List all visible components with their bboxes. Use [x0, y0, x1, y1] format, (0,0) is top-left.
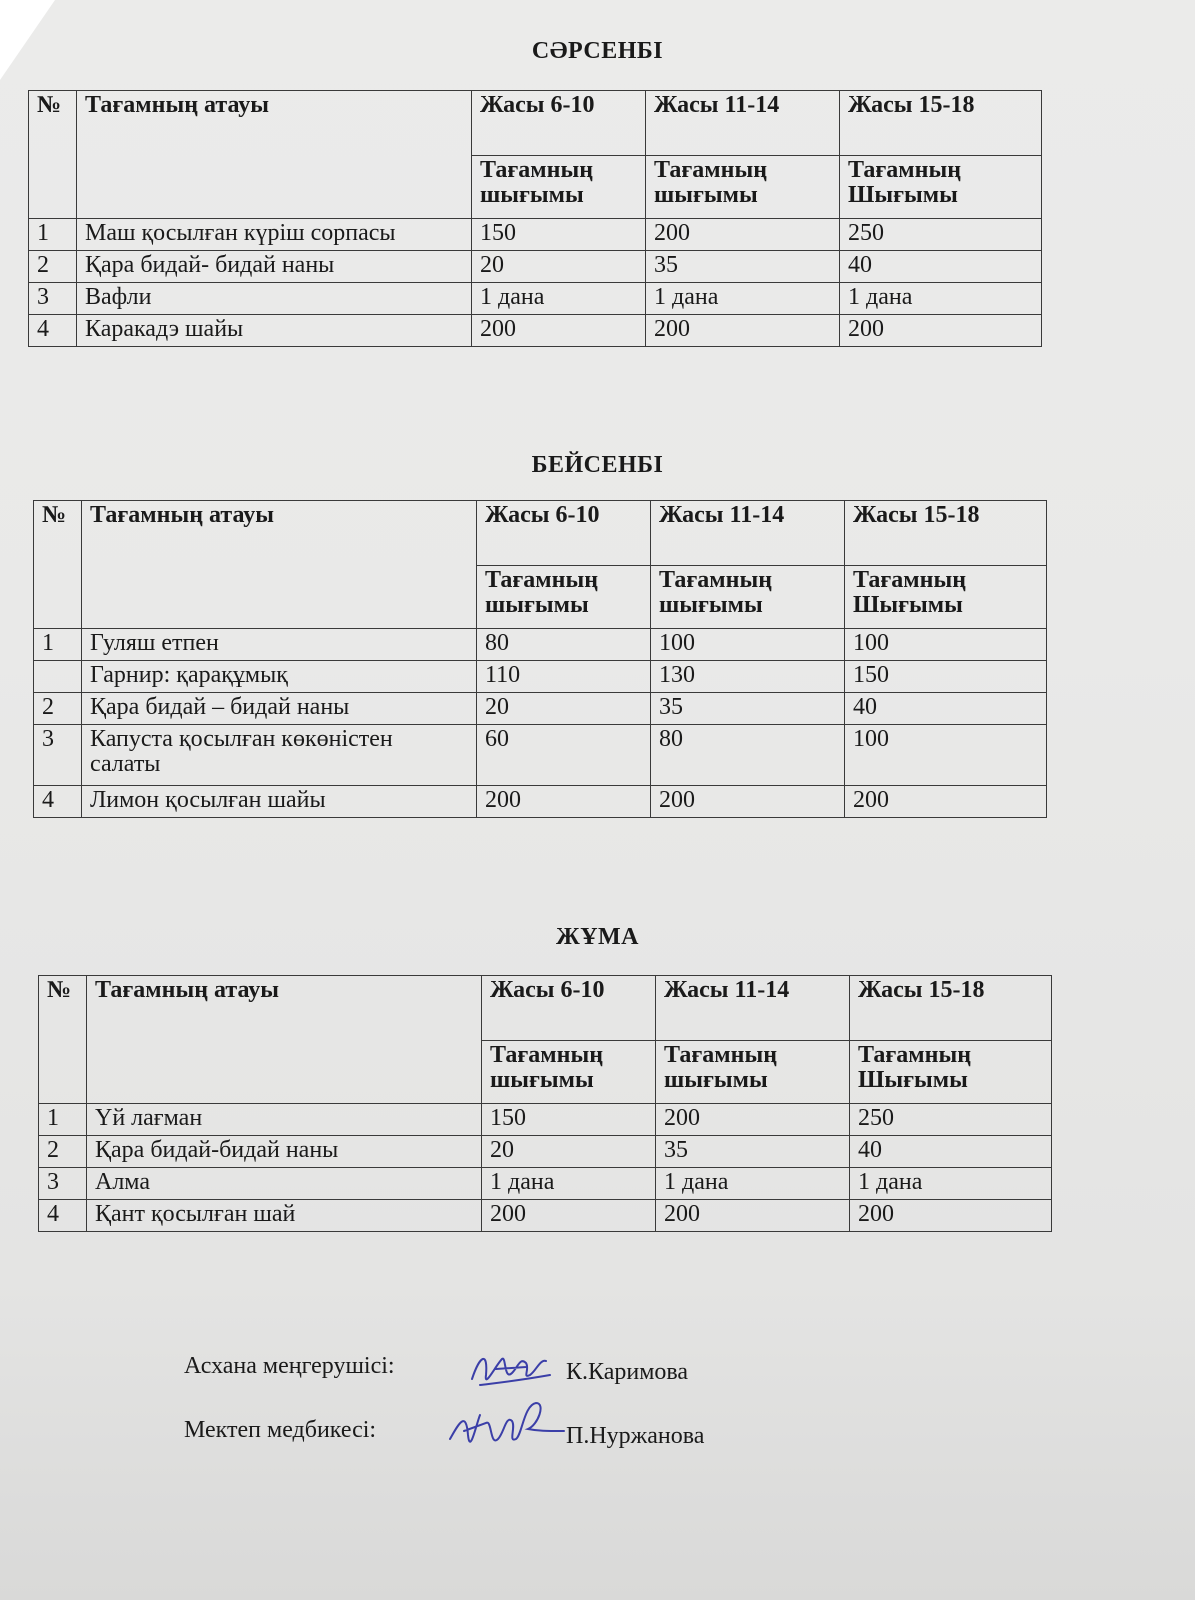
table-row [34, 786, 1047, 818]
row-num: 2 [34, 693, 82, 725]
row-num: 4 [39, 1200, 87, 1232]
row-dish: Қант қосылған шай [87, 1200, 482, 1232]
table-row [34, 661, 1047, 693]
row-yield-11-14: 80 [651, 725, 845, 786]
day-title: БЕЙСЕНБІ [531, 452, 664, 478]
header-age-11-14: Жасы 11-14 [656, 976, 850, 1041]
row-yield-15-18: 200 [845, 786, 1047, 818]
table-row [39, 1168, 1052, 1200]
menu-table-friday [38, 975, 1052, 1232]
row-yield-15-18: 40 [845, 693, 1047, 725]
header-age-6-10: Жасы 6-10 [477, 501, 651, 566]
row-dish: Қара бидай – бидай наны [82, 693, 477, 725]
row-yield-6-10: 200 [482, 1200, 656, 1232]
row-yield-15-18: 200 [840, 315, 1042, 347]
row-dish: Лимон қосылған шайы [82, 786, 477, 818]
row-dish: Капуста қосылған көкөністен салаты [82, 725, 477, 786]
table-row [39, 1200, 1052, 1232]
row-num: 1 [39, 1104, 87, 1136]
table-row [34, 725, 1047, 786]
table-row [29, 315, 1042, 347]
row-yield-11-14: 1 дана [646, 283, 840, 315]
header-yield-11-14: Тағамның шығымы [646, 156, 840, 219]
header-num: № [34, 501, 82, 629]
row-yield-6-10: 80 [477, 629, 651, 661]
row-yield-15-18: 150 [845, 661, 1047, 693]
row-yield-11-14: 35 [651, 693, 845, 725]
header-num: № [39, 976, 87, 1104]
signature-name: К.Каримова [566, 1359, 689, 1385]
row-num: 3 [39, 1168, 87, 1200]
signature-name: П.Нуржанова [566, 1423, 705, 1449]
signature-label: Асхана меңгерушісі: [184, 1353, 395, 1379]
row-yield-11-14: 200 [656, 1200, 850, 1232]
row-yield-6-10: 200 [477, 786, 651, 818]
header-num: № [29, 91, 77, 219]
row-dish: Алма [87, 1168, 482, 1200]
row-yield-15-18: 100 [845, 725, 1047, 786]
row-yield-11-14: 35 [656, 1136, 850, 1168]
row-yield-6-10: 20 [482, 1136, 656, 1168]
table-row [29, 219, 1042, 251]
row-dish: Үй лағман [87, 1104, 482, 1136]
row-dish: Қара бидай- бидай наны [77, 251, 472, 283]
table-row [39, 1136, 1052, 1168]
row-yield-6-10: 1 дана [482, 1168, 656, 1200]
header-age-15-18: Жасы 15-18 [840, 91, 1042, 156]
day-title: ЖҰМА [555, 924, 640, 950]
table-row [29, 251, 1042, 283]
header-yield-11-14: Тағамның шығымы [651, 566, 845, 629]
header-age-6-10: Жасы 6-10 [482, 976, 656, 1041]
row-num: 3 [34, 725, 82, 786]
header-yield-15-18: Тағамның Шығымы [850, 1041, 1052, 1104]
row-yield-6-10: 60 [477, 725, 651, 786]
table-row [34, 629, 1047, 661]
table-row [39, 1104, 1052, 1136]
row-num: 4 [29, 315, 77, 347]
header-age-11-14: Жасы 11-14 [651, 501, 845, 566]
header-yield-6-10: Тағамның шығымы [472, 156, 646, 219]
header-yield-15-18: Тағамның Шығымы [840, 156, 1042, 219]
row-yield-15-18: 40 [850, 1136, 1052, 1168]
row-num: 4 [34, 786, 82, 818]
row-yield-6-10: 1 дана [472, 283, 646, 315]
row-yield-15-18: 100 [845, 629, 1047, 661]
table-row [34, 693, 1047, 725]
row-num: 1 [34, 629, 82, 661]
header-dish-name: Тағамның атауы [87, 976, 482, 1104]
row-dish: Вафли [77, 283, 472, 315]
day-title: СӘРСЕНБІ [531, 38, 664, 64]
row-dish: Маш қосылған күріш сорпасы [77, 219, 472, 251]
row-dish: Гарнир: қарақұмық [82, 661, 477, 693]
row-yield-15-18: 200 [850, 1200, 1052, 1232]
row-yield-11-14: 200 [646, 315, 840, 347]
row-yield-15-18: 1 дана [850, 1168, 1052, 1200]
row-yield-15-18: 1 дана [840, 283, 1042, 315]
header-dish-name: Тағамның атауы [77, 91, 472, 219]
menu-table-thursday [33, 500, 1047, 818]
row-dish: Қара бидай-бидай наны [87, 1136, 482, 1168]
table-row [29, 283, 1042, 315]
row-num: 2 [39, 1136, 87, 1168]
row-yield-6-10: 150 [482, 1104, 656, 1136]
row-yield-6-10: 20 [477, 693, 651, 725]
row-yield-6-10: 110 [477, 661, 651, 693]
row-dish: Каракадэ шайы [77, 315, 472, 347]
row-yield-11-14: 200 [656, 1104, 850, 1136]
row-yield-11-14: 100 [651, 629, 845, 661]
header-age-15-18: Жасы 15-18 [850, 976, 1052, 1041]
header-age-6-10: Жасы 6-10 [472, 91, 646, 156]
menu-table-wednesday [28, 90, 1042, 347]
header-dish-name: Тағамның атауы [82, 501, 477, 629]
row-yield-11-14: 35 [646, 251, 840, 283]
row-yield-11-14: 200 [646, 219, 840, 251]
row-num: 2 [29, 251, 77, 283]
header-yield-6-10: Тағамның шығымы [482, 1041, 656, 1104]
row-num: 3 [29, 283, 77, 315]
row-yield-15-18: 250 [840, 219, 1042, 251]
header-yield-11-14: Тағамның шығымы [656, 1041, 850, 1104]
row-yield-11-14: 200 [651, 786, 845, 818]
row-yield-6-10: 150 [472, 219, 646, 251]
row-dish: Гуляш етпен [82, 629, 477, 661]
handwritten-signature-icon [446, 1395, 566, 1465]
header-yield-15-18: Тағамның Шығымы [845, 566, 1047, 629]
day-section-thursday [0, 452, 1195, 479]
handwritten-signature-icon [466, 1345, 556, 1395]
row-yield-6-10: 200 [472, 315, 646, 347]
row-yield-6-10: 20 [472, 251, 646, 283]
day-section-wednesday [0, 38, 1195, 65]
row-num [34, 661, 82, 693]
row-yield-15-18: 40 [840, 251, 1042, 283]
day-section-friday [0, 924, 1195, 951]
header-age-15-18: Жасы 15-18 [845, 501, 1047, 566]
row-num: 1 [29, 219, 77, 251]
row-yield-15-18: 250 [850, 1104, 1052, 1136]
header-yield-6-10: Тағамның шығымы [477, 566, 651, 629]
row-yield-11-14: 1 дана [656, 1168, 850, 1200]
header-age-11-14: Жасы 11-14 [646, 91, 840, 156]
signature-label: Мектеп медбикесі: [184, 1417, 377, 1443]
row-yield-11-14: 130 [651, 661, 845, 693]
